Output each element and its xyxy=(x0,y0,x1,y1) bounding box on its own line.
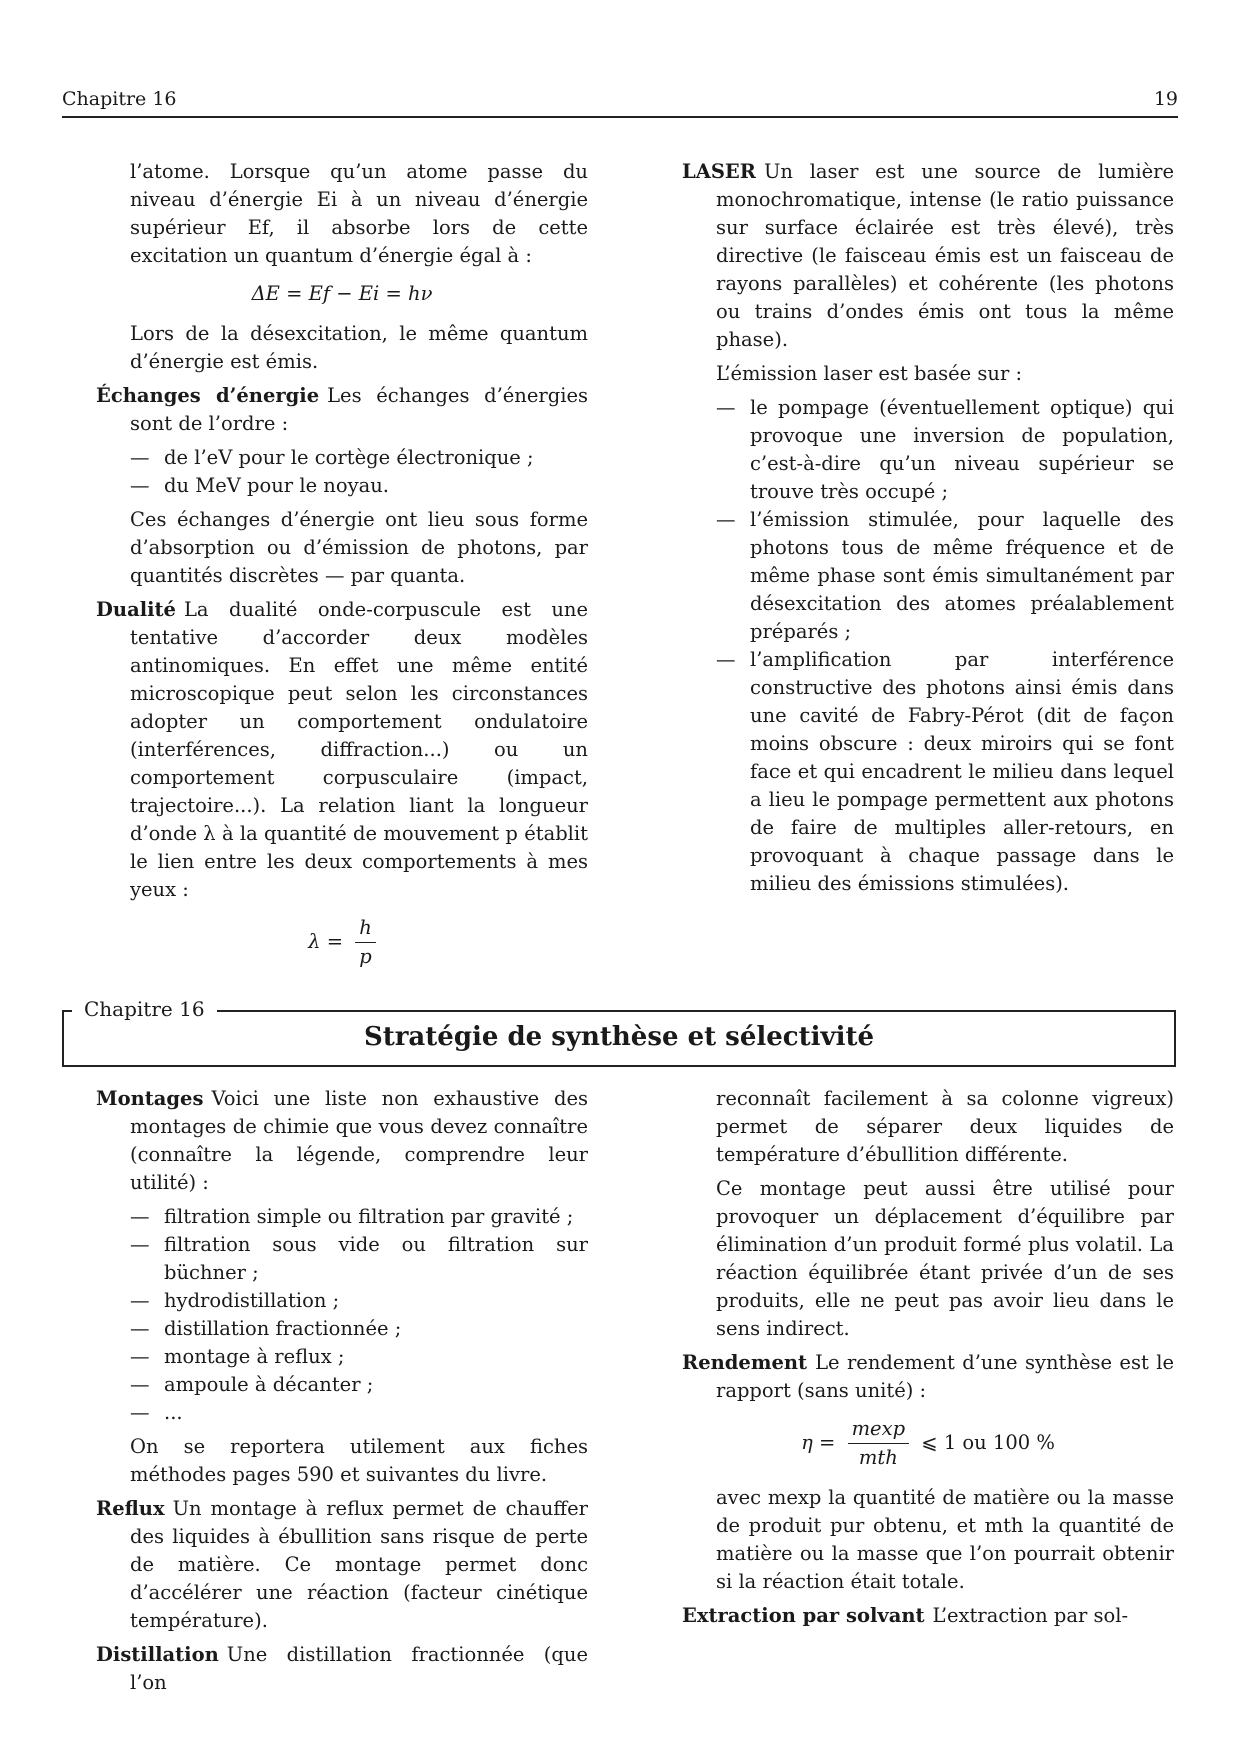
chapter-box xyxy=(62,997,1176,1067)
entry-dualite xyxy=(96,596,588,904)
eq2-den: p xyxy=(359,945,372,968)
term-extraction: Extraction par solvant xyxy=(682,1604,925,1627)
list-item: — le pompage (éventuellement optique) qui provoque une inversion de population, c’est-à-dire qu’un niveau supérieur se trouve très occupé ; xyxy=(716,394,1174,506)
list-item: — ampoule à décanter ; xyxy=(130,1371,588,1399)
entry-reflux xyxy=(96,1495,588,1635)
rendement-after: avec mexp la quantité de matière ou la masse de produit pur obtenu, et mth la quantité de matière ou la masse que l’on pourrait obtenir si la réaction était totale. xyxy=(716,1486,1174,1593)
list-item: — distillation fractionnée ; xyxy=(130,1315,588,1343)
term-echanges: Échanges d’énergie xyxy=(96,384,320,407)
eq3-den: mth xyxy=(858,1446,898,1469)
chapter-label: Chapitre 16 xyxy=(72,997,217,1021)
entry-montages xyxy=(96,1085,588,1197)
term-dualite: Dualité xyxy=(96,598,176,621)
eq2-num: h xyxy=(355,914,376,943)
echanges-list xyxy=(96,444,588,500)
wavelength-equation xyxy=(96,914,588,971)
bottom-right-column xyxy=(682,1085,1174,1636)
header-chapter: Chapitre 16 xyxy=(62,88,177,110)
atom-intro: l’atome. Lorsque qu’un atome passe du niveau d’énergie Ei à un niveau d’énergie supérieur Ef, il absorbe lors de cette excitation un quantum d’énergie égal à : xyxy=(130,160,588,267)
list-item: — l’émission stimulée, pour laquelle des photons tous de même fréquence et de même phase sont émis simultanément par désexcitation des atomes préalablement préparés ; xyxy=(716,506,1174,646)
term-distillation: Distillation xyxy=(96,1643,219,1666)
entry-echanges xyxy=(96,382,588,438)
echanges-after: Ces échanges d’énergie ont lieu sous forme d’absorption ou d’émission de photons, par quantités discrètes — par quanta. xyxy=(130,508,588,587)
laser-basis: L’émission laser est basée sur : xyxy=(716,362,1023,385)
distillation-cont: reconnaît facilement à sa colonne vigreux) permet de séparer deux liquides de température d’ébullition différente. xyxy=(716,1087,1174,1166)
laser-list xyxy=(682,394,1174,898)
list-item: — montage à reflux ; xyxy=(130,1343,588,1371)
eq3-fraction xyxy=(848,1415,910,1472)
list-item: — hydrodistillation ; xyxy=(130,1287,588,1315)
dualite-text: La dualité onde-corpuscule est une tentative d’accorder deux modèles antinomiques. En effet une même entité microscopique peut selon les circonstances adopter un comportement ondulatoire (interférences, diffraction...) ou un comportement corpusculaire (impact, trajectoire...). La relation liant la longueur d’onde λ à la quantité de mouvement p établit le lien entre les deux comportements à mes yeux : xyxy=(130,598,588,901)
list-item: — ... xyxy=(130,1399,588,1427)
entry-rendement xyxy=(682,1349,1174,1405)
eq2-fraction xyxy=(355,914,376,971)
top-left-column xyxy=(96,158,588,983)
distillation-more: Ce montage peut aussi être utilisé pour provoquer un déplacement d’équilibre par élimination d’un produit formé plus volatil. La réaction équilibrée étant privée d’un de ses produits, elle ne peut pas avoir lieu dans le sens indirect. xyxy=(716,1177,1174,1340)
bottom-left-column xyxy=(96,1085,588,1703)
entry-distillation xyxy=(96,1641,588,1697)
reflux-text: Un montage à reflux permet de chauffer des liquides à ébullition sans risque de perte de matière. Ce montage permet donc d’accélérer une réaction (facteur cinétique température). xyxy=(130,1497,588,1632)
laser-text: Un laser est une source de lumière monochromatique, intense (le ratio puissance sur surface éclairée est très élevé), très directive (le faisceau émis est un faisceau de rayons parallèles) et cohérente (les photons ou trains d’ondes émis ont tous la même phase). xyxy=(716,160,1174,351)
extraction-text: L’extraction par sol- xyxy=(932,1604,1129,1627)
desexcitation-text: Lors de la désexcitation, le même quantum d’énergie est émis. xyxy=(130,322,588,373)
entry-extraction xyxy=(682,1602,1174,1630)
montages-list xyxy=(96,1203,588,1427)
term-reflux: Reflux xyxy=(96,1497,165,1520)
rendement-text: Le rendement d’une synthèse est le rapport (sans unité) : xyxy=(716,1351,1174,1402)
eq3-lhs: η = xyxy=(801,1431,836,1454)
montages-text: Voici une liste non exhaustive des montages de chimie que vous devez connaître (connaître la légende, comprendre leur utilité) : xyxy=(130,1087,588,1194)
eq3-rhs: ⩽ 1 ou 100 % xyxy=(921,1431,1055,1454)
list-item: — filtration sous vide ou filtration sur büchner ; xyxy=(130,1231,588,1287)
list-item: — du MeV pour le noyau. xyxy=(130,472,588,500)
top-right-column xyxy=(682,158,1174,904)
term-laser: LASER xyxy=(682,160,756,183)
yield-equation xyxy=(682,1415,1174,1472)
list-item: — l’amplification par interférence constructive des photons ainsi émis dans une cavité de Fabry-Pérot (dit de façon moins obscure : deux miroirs qui se font face et qui encadrent le milieu dans lequel a lieu le pompage permettent aux photons de faire de multiples aller-retours, en provoquant à chaque passage dans le milieu des émissions stimulées). xyxy=(716,646,1174,898)
list-item: — de l’eV pour le cortège électronique ; xyxy=(130,444,588,472)
echanges-text: Les échanges d’énergies sont de l’ordre : xyxy=(130,384,588,435)
term-rendement: Rendement xyxy=(682,1351,808,1374)
list-item: — filtration simple ou filtration par gravité ; xyxy=(130,1203,588,1231)
entry-laser xyxy=(682,158,1174,354)
chapter-title: Stratégie de synthèse et sélectivité xyxy=(363,1022,875,1052)
montages-after: On se reportera utilement aux fiches méthodes pages 590 et suivantes du livre. xyxy=(130,1435,588,1486)
energy-equation: ΔE = Ef − Ei = hν xyxy=(251,282,433,305)
eq2-lhs: λ = xyxy=(308,930,344,953)
page-header xyxy=(62,86,1178,118)
eq3-num: mexp xyxy=(848,1415,910,1444)
term-montages: Montages xyxy=(96,1087,204,1110)
page-number: 19 xyxy=(1153,88,1178,110)
distillation-text: Une distillation fractionnée (que l’on xyxy=(130,1643,588,1694)
